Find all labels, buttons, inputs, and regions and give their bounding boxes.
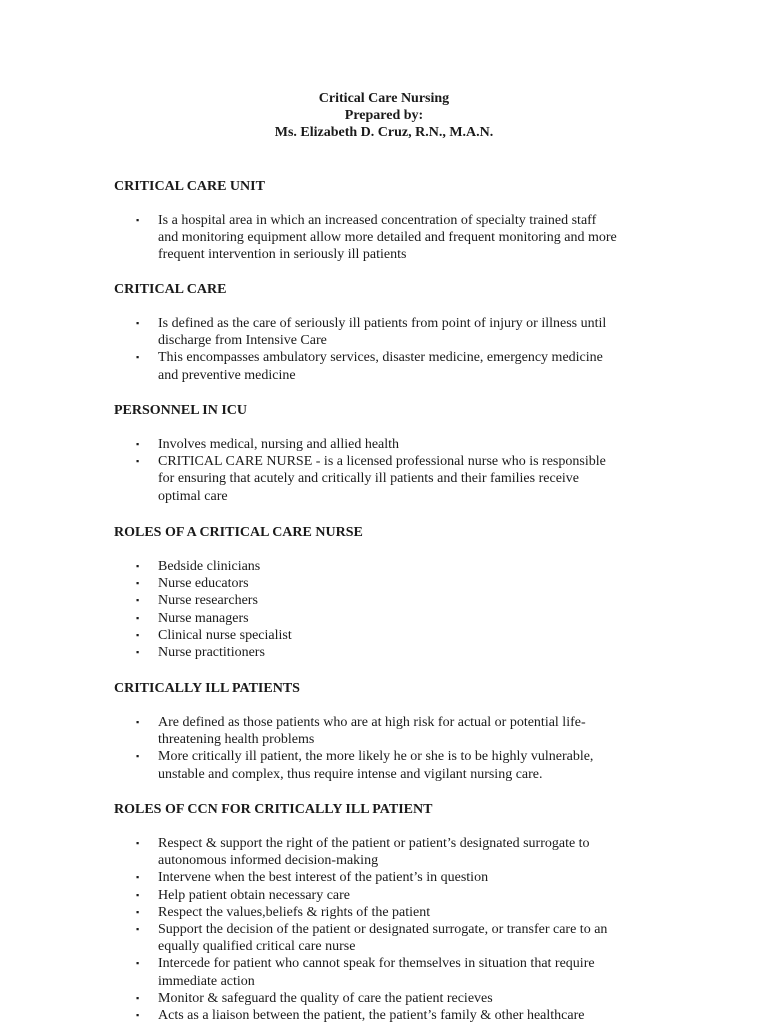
bullet-text-line: discharge from Intensive Care bbox=[158, 333, 327, 349]
bullet-square-icon: ▪ bbox=[136, 717, 140, 727]
bullet-list bbox=[114, 835, 674, 1024]
bullet-item bbox=[136, 610, 674, 627]
bullet-item bbox=[136, 436, 674, 453]
bullet-text-line: Involves medical, nursing and allied health bbox=[158, 437, 400, 452]
bullet-text-line: Are defined as those patients who are at high risk for actual or potential life- bbox=[158, 715, 586, 730]
bullet-item bbox=[136, 627, 674, 644]
bullet-text-line: frequent intervention in seriously ill patients bbox=[158, 247, 407, 263]
bullet-list bbox=[114, 714, 674, 783]
bullet-item bbox=[136, 748, 674, 782]
bullet-square-icon: ▪ bbox=[136, 647, 140, 658]
bullet-item bbox=[136, 955, 674, 989]
bullet-square-icon: ▪ bbox=[136, 872, 140, 883]
bullet-item bbox=[136, 575, 674, 592]
bullet-item bbox=[136, 1007, 674, 1024]
bullet-item bbox=[136, 592, 674, 609]
bullet-text-line: optimal care bbox=[158, 488, 228, 504]
section-heading: ROLES OF A CRITICAL CARE NURSE bbox=[114, 525, 363, 540]
bullet-text-line: Intercede for patient who cannot speak for themselves in situation that require bbox=[158, 956, 595, 972]
bullet-square-icon: ▪ bbox=[136, 889, 140, 900]
bullet-list bbox=[114, 315, 674, 384]
bullet-square-icon: ▪ bbox=[136, 992, 140, 1003]
bullet-text-line: Support the decision of the patient or designated surrogate, or transfer care to an bbox=[158, 922, 608, 938]
bullet-item bbox=[136, 558, 674, 575]
bullet-text-line: autonomous informed decision-making bbox=[158, 853, 379, 869]
bullet-text-line: for ensuring that acutely and critically ill patients and their families receive bbox=[158, 471, 580, 487]
bullet-item bbox=[136, 644, 674, 661]
bullet-item bbox=[136, 349, 674, 383]
bullet-text-line: Is a hospital area in which an increased concentration of specialty trained staff bbox=[158, 213, 597, 228]
bullet-text-line: Nurse practitioners bbox=[158, 645, 265, 661]
bullet-square-icon: ▪ bbox=[136, 318, 140, 328]
bullet-square-icon: ▪ bbox=[136, 751, 140, 762]
bullet-list bbox=[114, 436, 674, 505]
bullet-square-icon: ▪ bbox=[136, 456, 140, 467]
bullet-text-line: equally qualified critical care nurse bbox=[158, 939, 356, 955]
section-roles-of-a-critical-care-nurse bbox=[114, 524, 674, 661]
bullet-square-icon: ▪ bbox=[136, 578, 140, 589]
document-title: Critical Care Nursing bbox=[318, 91, 450, 106]
bullet-text-line: threatening health problems bbox=[158, 732, 315, 748]
bullet-item bbox=[136, 887, 674, 904]
prepared-by-label: Prepared by: bbox=[344, 108, 424, 123]
bullet-square-icon: ▪ bbox=[136, 1010, 140, 1021]
section-heading: ROLES OF CCN FOR CRITICALLY ILL PATIENT bbox=[114, 802, 433, 817]
bullet-square-icon: ▪ bbox=[136, 215, 140, 225]
bullet-square-icon: ▪ bbox=[136, 906, 140, 917]
document-title-block bbox=[0, 90, 768, 141]
bullet-item bbox=[136, 315, 674, 349]
bullet-text-line: Intervene when the best interest of the patient’s in question bbox=[158, 870, 489, 886]
section-personnel-in-icu bbox=[114, 402, 674, 505]
bullet-text-line: and monitoring equipment allow more detailed and frequent monitoring and more bbox=[158, 230, 617, 246]
bullet-text-line: unstable and complex, thus require intense and vigilant nursing care. bbox=[158, 766, 543, 782]
bullet-item bbox=[136, 212, 674, 264]
section-critically-ill-patients bbox=[114, 680, 674, 783]
bullet-text-line: Is defined as the care of seriously ill patients from point of injury or illness until bbox=[158, 316, 607, 331]
section-heading: PERSONNEL IN ICU bbox=[114, 403, 248, 418]
bullet-text-line: This encompasses ambulatory services, disaster medicine, emergency medicine bbox=[158, 350, 603, 366]
bullet-text-line: Acts as a liaison between the patient, the patient’s family & other healthcare bbox=[158, 1008, 585, 1024]
bullet-item bbox=[136, 921, 674, 955]
section-critical-care-unit bbox=[114, 178, 674, 264]
bullet-square-icon: ▪ bbox=[136, 352, 140, 363]
bullet-square-icon: ▪ bbox=[136, 838, 140, 848]
bullet-square-icon: ▪ bbox=[136, 595, 140, 606]
bullet-square-icon: ▪ bbox=[136, 612, 140, 623]
bullet-text-line: Monitor & safeguard the quality of care the patient recieves bbox=[158, 990, 493, 1006]
bullet-square-icon: ▪ bbox=[136, 439, 140, 449]
bullet-text-line: Nurse researchers bbox=[158, 593, 258, 609]
bullet-square-icon: ▪ bbox=[136, 958, 140, 969]
bullet-list bbox=[114, 558, 674, 661]
bullet-text-line: Help patient obtain necessary care bbox=[158, 887, 351, 903]
bullet-text-line: Clinical nurse specialist bbox=[158, 627, 292, 643]
bullet-item bbox=[136, 990, 674, 1007]
bullet-text-line: Bedside clinicians bbox=[158, 559, 261, 574]
bullet-text-line: Respect & support the right of the patient or patient’s designated surrogate to bbox=[158, 836, 590, 851]
section-roles-of-ccn-for-critically-ill-patient bbox=[114, 801, 674, 1024]
bullet-item bbox=[136, 714, 674, 748]
section-heading: CRITICALLY ILL PATIENTS bbox=[114, 681, 300, 696]
bullet-text-line: and preventive medicine bbox=[158, 367, 296, 383]
bullet-square-icon: ▪ bbox=[136, 561, 140, 571]
bullet-text-line: Respect the values,beliefs & rights of the patient bbox=[158, 904, 431, 920]
bullet-text-line: immediate action bbox=[158, 973, 255, 989]
bullet-item bbox=[136, 904, 674, 921]
bullet-text-line: More critically ill patient, the more likely he or she is to be highly vulnerable, bbox=[158, 749, 594, 765]
bullet-item bbox=[136, 869, 674, 886]
bullet-square-icon: ▪ bbox=[136, 924, 140, 935]
section-heading: CRITICAL CARE bbox=[114, 282, 227, 297]
author-name: Ms. Elizabeth D. Cruz, R.N., M.A.N. bbox=[274, 125, 494, 140]
bullet-item bbox=[136, 835, 674, 869]
bullet-item bbox=[136, 453, 674, 505]
bullet-text-line: Nurse managers bbox=[158, 610, 249, 626]
bullet-text-line: CRITICAL CARE NURSE - is a licensed professional nurse who is responsible bbox=[158, 454, 606, 470]
bullet-text-line: Nurse educators bbox=[158, 576, 249, 592]
section-heading: CRITICAL CARE UNIT bbox=[114, 179, 265, 194]
bullet-list bbox=[114, 212, 674, 264]
bullet-square-icon: ▪ bbox=[136, 629, 140, 640]
section-critical-care bbox=[114, 281, 674, 384]
